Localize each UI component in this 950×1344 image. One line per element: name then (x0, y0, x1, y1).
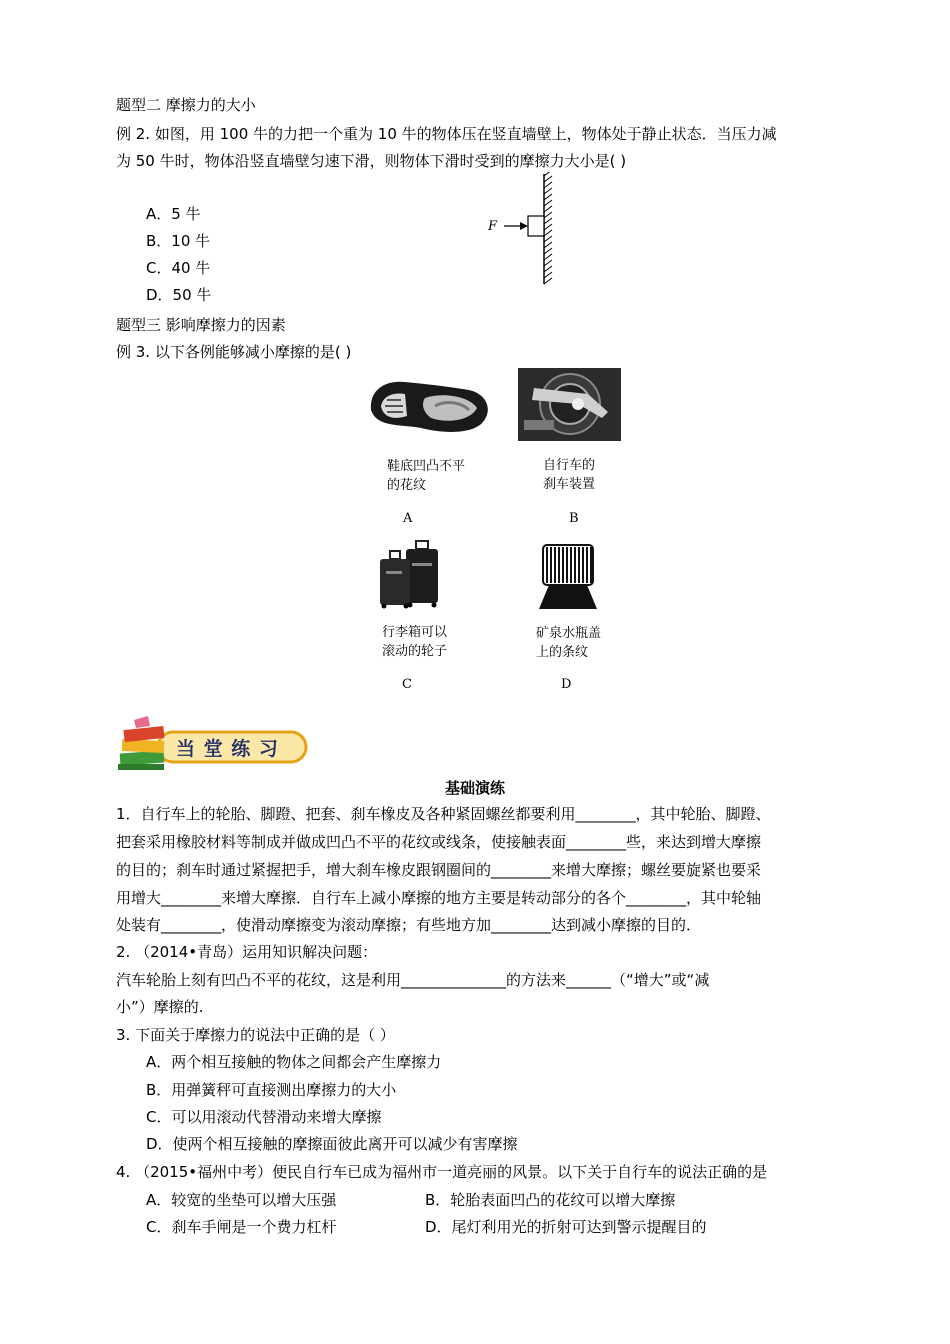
section-heading-friction-magnitude: 题型二 摩擦力的大小 (116, 96, 256, 114)
question-2-stem: 2. （2014•青岛）运用知识解决问题： (116, 943, 378, 961)
luggage-image (376, 537, 440, 609)
banner-title: 当 堂 练 习 (176, 738, 279, 760)
question-1-line-1: 1．自行车上的轮胎、脚蹬、把套、刹车橡皮及各种紧固螺丝都要利用________，其中轮胎、脚蹬、 (116, 805, 771, 823)
question-2-line-2: 汽车轮胎上刻有凹凸不平的花纹，这是利用______________的方法来______（“增大”或“减 (116, 971, 710, 989)
example-2-option-a: A．5 牛 (146, 205, 201, 223)
shoe-sole-image (365, 376, 493, 440)
question-4-option-c: C．刹车手闸是一个费力杠杆 (146, 1218, 337, 1236)
example-2-option-b: B．10 牛 (146, 232, 211, 250)
caption-b-line-2: 刹车装置 (543, 477, 596, 492)
force-label: F (488, 219, 498, 234)
question-4-option-d: D．尾灯利用光的折射可达到警示提醒目的 (425, 1218, 707, 1236)
choice-letter-d: D (561, 677, 572, 692)
example-3-stem: 例 3. 以下各例能够减小摩擦的是( ) (116, 343, 352, 361)
question-3-option-b: B．用弹簧秤可直接测出摩擦力的大小 (146, 1081, 397, 1099)
caption-c-line-2: 滚动的轮子 (382, 644, 448, 659)
caption-c-line-1: 行李箱可以 (382, 625, 448, 640)
caption-a-line-2: 的花纹 (387, 478, 427, 493)
question-4-option-a: A．较宽的坐垫可以增大压强 (146, 1191, 337, 1209)
choice-letter-b: B (569, 511, 579, 526)
question-3-option-c: C．可以用滚动代替滑动来增大摩擦 (146, 1108, 382, 1126)
bike-brake-image (518, 368, 621, 441)
question-1-line-3: 的目的；刹车时通过紧握把手，增大刹车橡皮跟钢圈间的________来增大摩擦；螺丝要旋紧也要采 (116, 861, 762, 879)
question-1-line-5: 处装有________，使滑动摩擦变为滚动摩擦；有些地方加________达到减小摩擦的目的． (116, 916, 702, 934)
question-2-line-3: 小”）摩擦的. (116, 998, 204, 1016)
choice-letter-a: A (403, 511, 413, 526)
caption-b-line-1: 自行车的 (543, 458, 596, 473)
example-2-line-1: 例 2. 如图，用 100 牛的力把一个重为 10 牛的物体压在竖直墙壁上，物体处于静止状态．当压力减 (116, 125, 777, 143)
question-1-line-4: 用增大________来增大摩擦．自行车上减小摩擦的地方主要是转动部分的各个________，其中轮轴 (116, 889, 762, 907)
caption-d-line-2: 上的条纹 (536, 645, 589, 660)
bottle-cap-image (537, 543, 599, 613)
practice-title: 基础演练 (444, 779, 505, 797)
question-4-stem: 4. （2015•福州中考）便民自行车已成为福州市一道亮丽的风景。以下关于自行车的说法正确的是 (116, 1163, 768, 1181)
question-3-option-d: D．使两个相互接触的摩擦面彼此离开可以减少有害摩擦 (146, 1135, 518, 1153)
example-2-option-c: C．40 牛 (146, 259, 211, 277)
question-4-option-b: B．轮胎表面凹凸的花纹可以增大摩擦 (425, 1191, 676, 1209)
example-2-option-d: D．50 牛 (146, 286, 212, 304)
question-1-line-2: 把套采用橡胶材料等制成并做成凹凸不平的花纹或线条，使接触表面________些，来达到增大摩擦 (116, 833, 762, 851)
question-3-option-a: A．两个相互接触的物体之间都会产生摩擦力 (146, 1053, 442, 1071)
caption-d-line-1: 矿泉水瓶盖 (536, 626, 602, 641)
choice-letter-c: C (402, 677, 412, 692)
question-3-stem: 3. 下面关于摩擦力的说法中正确的是（ ） (116, 1026, 395, 1044)
example-2-line-2: 为 50 牛时，物体沿竖直墙壁匀速下滑，则物体下滑时受到的摩擦力大小是( ) (116, 152, 627, 170)
caption-a-line-1: 鞋底凹凸不平 (387, 459, 466, 474)
section-heading-friction-factors: 题型三 影响摩擦力的因素 (116, 316, 286, 334)
